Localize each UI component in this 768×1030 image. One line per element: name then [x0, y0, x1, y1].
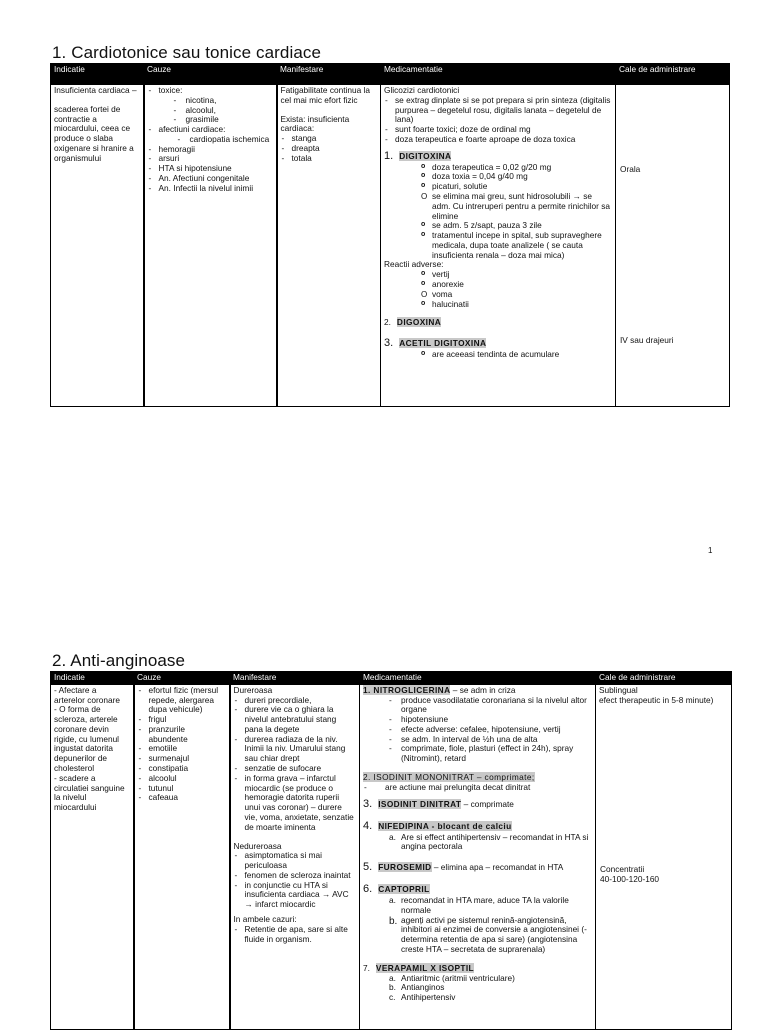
header-medicamentatie: Medicamentatie: [381, 64, 616, 85]
header-cale: Cale de administrare: [616, 64, 730, 85]
medicamentatie-cell: [381, 85, 616, 407]
indicatie-line: - Afectare a arterelor coronare: [54, 684, 120, 705]
cardiotonice-table: [50, 63, 730, 407]
list-item: [363, 983, 592, 993]
list-item-text: Are si effect antihipertensiv – recomandat in HTA si angina pectorala: [401, 831, 589, 852]
drug-number: 2.: [384, 317, 391, 328]
list-item: - comprimate, fiole, plasturi (effect in 24h), spray (Nitromint), retard: [363, 744, 592, 764]
list-marker: b.: [389, 982, 396, 993]
drug-name: DIGITOXINA: [399, 150, 452, 161]
list-item-text: agenți activi pe sistemul renină-angiotensină, inhibitori ai enzimei de conversie a angiotensinei (-determina retentia de apa si sare) (angiotensina creste HTA – secretata de suprarenala): [401, 914, 587, 954]
list-item: - durere vie ca o ghiara la nivelul antebratului stang pana la degete: [234, 705, 357, 734]
list-item: - constipatia: [138, 764, 226, 774]
section1-title: 1. Cardiotonice sau tonice cardiace: [52, 43, 322, 62]
table-header-row: [51, 672, 732, 685]
drug-name: CAPTOPRIL: [378, 884, 430, 895]
manifestare-text: Nedureroasa: [233, 840, 282, 851]
list-item: - dreapta: [281, 144, 378, 154]
list-item: [363, 833, 592, 853]
list-marker: a.: [389, 895, 396, 906]
list-item: - arsuri: [148, 154, 273, 164]
drug-note: – comprimate: [461, 798, 514, 809]
list-item: - An. Afectiuni congenitale: [148, 174, 273, 184]
list-item: - fenomen de scleroza inaintat: [234, 871, 357, 881]
list-item: o doza terapeutica = 0,02 g/20 mg: [384, 163, 612, 173]
list-item: - toxice:: [148, 86, 273, 96]
list-item: - HTA si hipotensiune: [148, 164, 273, 174]
list-item: - produce vasodilatatie coronariana si la nivelul altor organe: [363, 696, 592, 716]
table-header-row: [51, 64, 730, 85]
list-item: - cardiopatia ischemica: [148, 135, 273, 145]
antianginoase-table: [50, 671, 732, 1030]
list-marker: c.: [389, 992, 396, 1003]
list-item: o vertij: [384, 270, 612, 280]
list-item: O se elimina mai greu, sunt hidrosolubili → se adm. Cu intreruperi pentru a permite rinichilor sa elimine: [384, 192, 612, 221]
list-item: - efortul fizic (mersul repede, alergarea dupa vehicule): [138, 686, 226, 715]
header-cauze: Cauze: [144, 64, 277, 85]
list-item: o are aceeasi tendinta de acumulare: [384, 350, 612, 360]
list-item: - An. Infectii la nivelul inimii: [148, 184, 273, 194]
indicatie-cell: [51, 684, 134, 1029]
table-row: [51, 85, 730, 407]
drug-name: 2. ISODINIT MONONITRAT – comprimate;: [363, 772, 535, 783]
list-item: [363, 896, 592, 916]
indicatie-line: - scadere a circulatiei sanguine la nivelul miocardului: [54, 772, 125, 813]
list-item: - emotiile: [138, 744, 226, 754]
list-item: - are actiune mai prelungita decat dinitrat: [363, 783, 592, 793]
page-number: 1: [708, 546, 713, 555]
list-marker: a.: [389, 831, 396, 842]
cale-orala: Orala: [620, 164, 641, 174]
drug-name: NIFEDIPINA - blocant de calciu: [378, 820, 512, 831]
list-item: - doza terapeutica e foarte aproape de doza toxica: [384, 135, 612, 145]
cauze-cell: [134, 684, 230, 1029]
drug-name: ISODINIT DINITRAT: [378, 798, 462, 809]
list-item: o halucinatii: [384, 300, 612, 310]
header-indicatie: Indicatie: [51, 64, 144, 85]
cale-cell: [616, 85, 730, 407]
manifestare-text: In ambele cazuri:: [233, 913, 297, 924]
indicatie-line: Insuficienta cardiaca –: [54, 85, 137, 95]
list-item: - afectiuni cardiace:: [148, 125, 273, 135]
header-indicatie: Indicatie: [51, 672, 134, 685]
list-item: - alcoolul: [138, 774, 226, 784]
drug-heading: [363, 861, 592, 874]
list-item: o anorexie: [384, 280, 612, 290]
drug-number: 5.: [363, 861, 373, 874]
list-item: - nicotina,: [148, 96, 273, 106]
reactii-adverse: Reactii adverse:: [384, 259, 444, 270]
table-row: [51, 684, 732, 1029]
list-item: - frigul: [138, 715, 226, 725]
list-item: o doza toxia = 0,04 g/40 mg: [384, 172, 612, 182]
list-item: - asimptomatica si mai periculoasa: [234, 851, 357, 871]
cale-sublingual-note: efect therapeutic in 5-8 minute): [599, 694, 714, 705]
drug-heading: [384, 150, 612, 163]
header-manifestare: Manifestare: [277, 64, 381, 85]
list-item: [363, 974, 592, 984]
list-item: - senzatie de sufocare: [234, 764, 357, 774]
drug-number: 4.: [363, 819, 373, 832]
list-item: - alcoolul,: [148, 106, 273, 116]
list-item: - se adm. In interval de ½h una de alta: [363, 735, 592, 745]
header-medicamentatie: Medicamentatie: [360, 672, 596, 685]
list-item: - cafeaua: [138, 793, 226, 803]
drug-note: – elimina apa – recomandat in HTA: [431, 862, 564, 873]
list-item: o picaturi, solutie: [384, 182, 612, 192]
section2-title: 2. Anti-anginoase: [52, 651, 186, 670]
manifestare-cell: [230, 684, 360, 1029]
drug-number: 6.: [363, 883, 373, 896]
indicatie-line: scaderea fortei de contractie a miocardului, ceea ce produce o slaba oxigenare si hranire a organismului: [54, 103, 134, 163]
list-item: - totala: [281, 154, 378, 164]
cale-concentratii-values: 40-100-120-160: [600, 873, 660, 884]
list-item: - se extrag dinplate si se pot prepara si prin sinteza (digitalis purpurea – degetelul rosu, digitalis lanata – degetelul de lana): [384, 96, 612, 125]
list-item-text: recomandat in HTA mare, aduce TA la valorile normale: [401, 895, 569, 915]
indicatie-line: - O forma de scleroza, arterele coronare devin rigide, cu lumenul ingustat datorita depunerilor de cholesterol: [54, 704, 120, 774]
list-item: [363, 916, 592, 955]
list-item: o se adm. 5 z/sapt, pauza 3 zile: [384, 221, 612, 231]
header-manifestare: Manifestare: [230, 672, 360, 685]
drug-number: 1.: [384, 149, 394, 162]
cale-iv: IV sau drajeuri: [620, 335, 674, 345]
list-item: - stanga: [281, 134, 378, 144]
medicamentatie-cell: [360, 684, 596, 1029]
list-item: - durerea radiaza de la niv. Inimii la niv. Umarului stang sau chiar drept: [234, 735, 357, 764]
list-item-text: Antiaritmic (aritmii ventriculare): [401, 972, 515, 983]
cale-sublingual: Sublingual: [599, 684, 638, 695]
drug-number: 3.: [384, 337, 394, 350]
list-item: - Retentie de apa, sare si alte fluide in organism.: [234, 925, 357, 945]
med-intro: Glicozizi cardiotonici: [384, 85, 460, 95]
list-item: - grasimile: [148, 115, 273, 125]
list-item: - pranzurile abundente: [138, 725, 226, 745]
manifestare-cell: [277, 85, 381, 407]
drug-heading: [384, 318, 612, 328]
list-item: - surmenajul: [138, 754, 226, 764]
list-item: - hemoragii: [148, 145, 273, 155]
cale-concentratii: [600, 865, 659, 885]
drug-name: DIGOXINA: [396, 317, 442, 328]
indicatie-cell: [51, 85, 144, 407]
cale-cell: [596, 684, 732, 1029]
drug-heading: [363, 798, 592, 811]
cale-concentratii-label: Concentratii: [600, 863, 645, 874]
manifestare-text: Dureroasa: [233, 684, 273, 695]
list-item: - in forma grava – infarctul miocardic (se produce o hemoragie datorita ruperii unui vas coronar) – durere vie, voma, anxietate, senzatie de moarte iminenta: [234, 774, 357, 833]
list-item: O voma: [384, 290, 612, 300]
drug-name: FUROSEMID: [378, 862, 432, 873]
header-cale: Cale de administrare: [596, 672, 732, 685]
list-item: [363, 993, 592, 1003]
cauze-cell: [144, 85, 277, 407]
list-item: - dureri precordiale,: [234, 696, 357, 706]
list-item: - tutunul: [138, 784, 226, 794]
drug-note: – se adm in criza: [450, 684, 516, 695]
list-item: - sunt foarte toxici; doze de ordinal mg: [384, 125, 612, 135]
drug-number: 7.: [363, 962, 370, 973]
list-item-text: Antianginos: [401, 982, 445, 993]
manifestare-text: Exista: insuficienta cardiaca:: [280, 113, 350, 134]
drug-number: 3.: [363, 797, 373, 810]
list-item: - in conjunctie cu HTA si insuficienta cardiaca → AVC → infarct miocardic: [234, 881, 357, 910]
drug-name: 1. NITROGLICERINA: [363, 684, 451, 695]
list-item: - hipotensiune: [363, 715, 592, 725]
manifestare-text: Fatigabilitate continua la cel mai mic efort fizic: [280, 85, 370, 105]
list-item: - efecte adverse: cefalee, hipotensiune, vertij: [363, 725, 592, 735]
list-marker: b.: [389, 915, 398, 927]
drug-name: ACETIL DIGITOXINA: [399, 338, 487, 349]
drug-name: VERAPAMIL X ISOPTIL: [375, 962, 475, 973]
list-item-text: Antihipertensiv: [401, 992, 456, 1003]
header-cauze: Cauze: [134, 672, 230, 685]
list-marker: a.: [389, 972, 396, 983]
list-item: o tratamentul incepe in spital, sub supraveghere medicala, dupa toate analizele ( se cauta insuficienta renala – doza mai mica): [384, 231, 612, 260]
